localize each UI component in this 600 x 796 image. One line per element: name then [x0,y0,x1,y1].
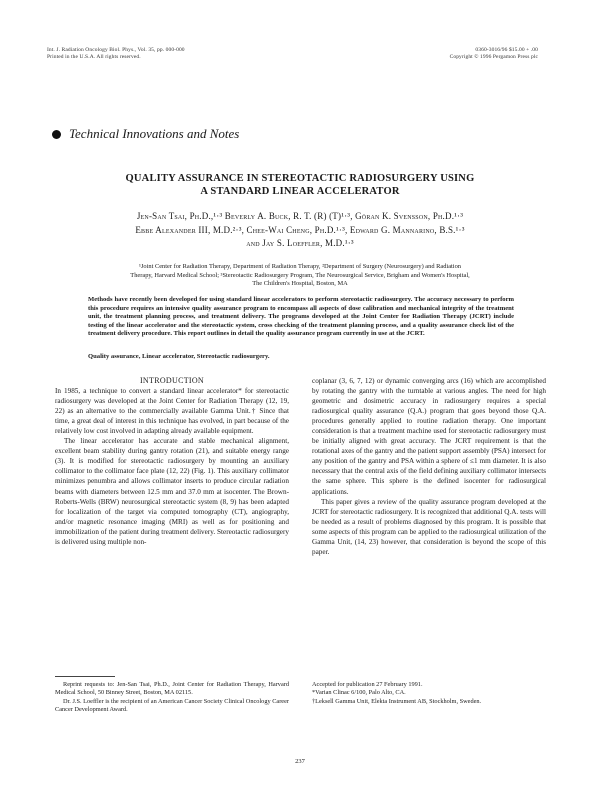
keywords: Quality assurance, Linear accelerator, Stereotactic radiosurgery. [88,353,270,360]
intro-paragraph-2: The linear accelerator has accurate and stable mechanical alignment, excellent beam stability during gantry rotation (21), and suitable energy range (3). It is modified for stereotactic radiosurgery by mounting an auxiliary collimator to the collimator face plate (12, 22) (Fig. 1). This auxiliary collimator minimizes penumbra and allows collimator inserts to produce circular radiation beams with diameters between 12.5 mm and 37.0 mm at isocenter. The Brown-Roberts-Wells (BRW) neurosurgical stereotactic system (8, 9) has been adapted for localization of the target via computed tomography (CT), angiography, and/or magnetic resonance imaging (MRI) as well as for positioning and immobilization of the patient during treatment delivery. Stereotactic radiosurgery is delivered using multiple non- [55,437,289,546]
paper-title-line2: A STANDARD LINEAR ACCELERATOR [200,186,400,197]
authors-line1: Jen-San Tsai, Ph.D.,¹·³ Beverly A. Buck, R. T. (R) (T)¹·³, Göran K. Svensson, Ph.D.¹·³ [136,211,464,221]
authors-line2: Ebbe Alexander III, M.D.²·³, Chee-Wai Cheng, Ph.D.¹·³, Edward G. Mannarino, B.S.¹·³ [135,224,465,235]
authors-line3: and Jay S. Loeffler, M.D.¹·³ [246,238,354,248]
page-number: 237 [295,758,305,765]
intro-paragraph-4: This paper gives a review of the quality assurance program developed at the JCRT for stereotactic radiosurgery. It is recognized that additional Q.A. tests will be needed as a result of problems diagnosed by this program. It is possible that some aspects of this program can be applied to the radiosurgical utilization of the Gamma Unit, (14, 23) however, that consideration is beyond the scope of this paper. [312,497,546,556]
varian-footnote: *Varian Clinac 6/100, Palo Alto, CA. [312,689,406,697]
reprint-requests-note: Reprint requests to: Jen-San Tsai, Ph.D., Joint Center for Radiation Therapy, Harvard Medical School, 50 Binney Street, Boston, MA 02115. [55,681,289,697]
section-heading [52,126,239,142]
intro-paragraph-1: In 1985, a technique to convert a standard linear accelerator* for stereotactic radiosurgery was developed at the Joint Center for Radiation Therapy (12, 19, 22) as an alternative to the commercially available Gamma Unit.† Since that time, a great deal of interest in this technique has evolved, in part because of the relatively low cost involved in adapting already available equipment. [55,387,289,436]
affiliation-line2: Therapy, Harvard Medical School; ³Stereotactic Radiosurgery Program, The Neurosurgical Service, Brigham and Women's Hospital, [130,271,470,279]
abstract: Methods have recently been developed for using standard linear accelerators to perform stereotactic radiosurgery. The accuracy necessary to perform this procedure requires an intensive quality assurance program to encompass all aspects of dose calibration and mechanical integrity of the treatment unit, the treatment planning process, and treatment delivery. The programs developed at the Joint Center for Radiation Therapy (JCRT) include testing of the linear accelerator and the stereotactic system, cross checking of the treatment planning process, and a quality assurance check list of the treatment delivery procedure. This report outlines in detail the quality assurance program currently in use at the JCRT. [88,296,514,337]
copyright-line1: 0360-3016/96 $15.00 + .00 [475,47,538,53]
paper-title-line1: QUALITY ASSURANCE IN STEREOTACTIC RADIOSURGERY USING [125,173,475,184]
footnote-divider [55,676,115,677]
paper-title [60,172,540,198]
body-column-left [55,376,289,547]
body-column-right [312,376,546,557]
introduction-heading: INTRODUCTION [139,376,205,385]
author-list [60,210,540,251]
footnotes-right [312,681,546,706]
leksell-footnote: †Leksell Gamma Unit, Elekta Instrument AB, Stockholm, Sweden. [312,697,482,705]
copyright-notice [358,47,538,61]
journal-citation [47,47,267,61]
footnotes-left [55,681,289,714]
intro-paragraph-3: coplanar (3, 6, 7, 12) or dynamic converging arcs (16) which are accomplished by rotating the gantry with the turntable at various angles. The need for high geometric and dosimetric accuracy in radiosurgery requires a special radiosurgical quality assurance (Q.A.) program that goes beyond those Q.A. procedures generally applied to routine radiation therapy. One important consideration is that a treatment machine used for stereotactic radiosurgery must be initially aligned with great accuracy. The JCRT requirement is that the rotational axes of the gantry and the patient support assembly (PSA) intersect for any position of the gantry and PSA within a sphere of ≤1 mm diameter. It is also necessary that the central axis of the field defining auxiliary collimator intersects the same sphere. This sphere is the defined isocenter for radiosurgical applications. [312,377,546,496]
copyright-line2: Copyright © 1996 Pergamon Press plc [449,54,538,60]
award-note: Dr. J.S. Loeffler is the recipient of an American Cancer Society Clinical Oncology Career Cancer Development Award. [55,697,289,713]
accepted-date-note: Accepted for publication 27 February 1991. [312,681,423,688]
journal-citation-line2: Printed in the U.S.A. All rights reserved. [47,54,141,60]
journal-citation-line1: Int. J. Radiation Oncology Biol. Phys., Vol. 35, pp. 000-000 [47,47,185,53]
bullet-icon [52,130,61,139]
affiliation-line1: ¹Joint Center for Radiation Therapy, Department of Radiation Therapy, ²Department of Surgery (Neurosurgery) and Radiation [139,263,461,270]
affiliations [70,263,530,289]
affiliation-line3: The Children's Hospital, Boston, MA [252,280,348,288]
section-heading-text: Technical Innovations and Notes [69,126,240,141]
